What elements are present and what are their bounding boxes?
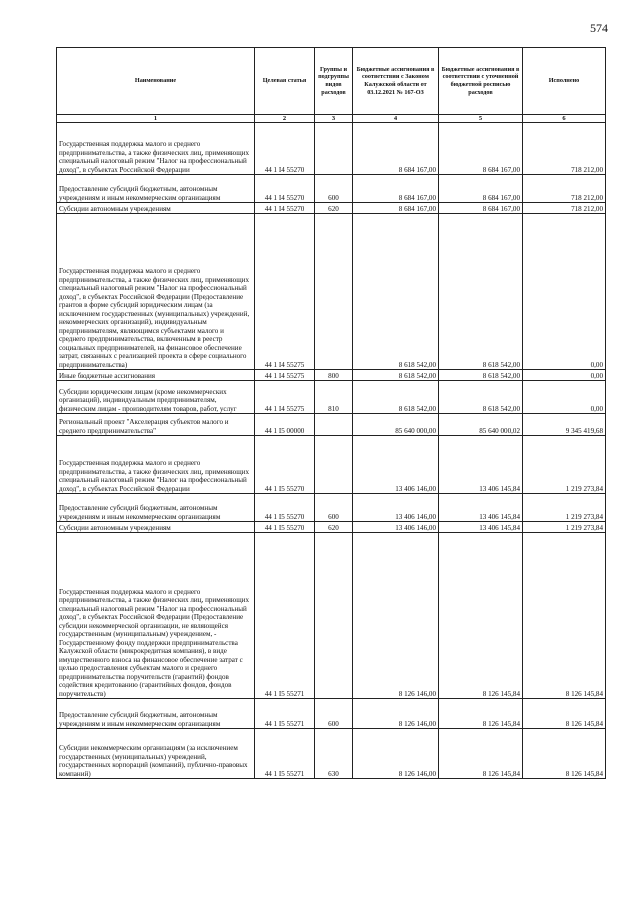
row-law-amount: 13 406 146,00 (353, 494, 439, 522)
header-executed: Исполнено (523, 48, 606, 115)
row-name: Субсидии автономным учреждениям (57, 522, 255, 533)
row-refined-amount: 8 126 145,84 (439, 699, 523, 729)
row-law-amount: 8 618 542,00 (353, 214, 439, 370)
row-code: 44 1 I5 55270 (255, 436, 315, 494)
column-number: 1 (57, 115, 255, 123)
row-code: 44 1 I4 55275 (255, 214, 315, 370)
row-group (315, 436, 353, 494)
row-group (315, 533, 353, 699)
row-law-amount: 8 618 542,00 (353, 370, 439, 381)
row-executed-amount: 1 219 273,84 (523, 436, 606, 494)
row-executed-amount: 8 126 145,84 (523, 729, 606, 779)
row-name: Субсидии некоммерческим организациям (за исключением государственных (муниципальных) учреждений, государственных корпораций (компаний), публично-правовых компаний) (57, 729, 255, 779)
row-name: Государственная поддержка малого и среднего предпринимательства, а также физических лиц, применяющих специальный налоговый режим "Налог на профессиональный доход", в субъектах Российской Федерации (57, 123, 255, 175)
row-code: 44 1 I4 55270 (255, 123, 315, 175)
header-code: Целевая статья (255, 48, 315, 115)
column-number: 2 (255, 115, 315, 123)
row-group: 630 (315, 729, 353, 779)
row-refined-amount: 8 684 167,00 (439, 203, 523, 214)
row-law-amount: 8 126 146,00 (353, 533, 439, 699)
table-row (57, 729, 606, 779)
row-code: 44 1 I4 55270 (255, 175, 315, 203)
header-name: Наименование (57, 48, 255, 115)
table-row (57, 175, 606, 203)
row-law-amount: 85 640 000,00 (353, 414, 439, 436)
row-group: 620 (315, 203, 353, 214)
row-executed-amount: 8 126 145,84 (523, 533, 606, 699)
row-executed-amount: 0,00 (523, 370, 606, 381)
table-row (57, 381, 606, 414)
column-number: 4 (353, 115, 439, 123)
table-row (57, 522, 606, 533)
row-executed-amount: 718 212,00 (523, 203, 606, 214)
header-law: Бюджетные ассигнования в соответствии с Законом Калужской области от 03.12.2021 № 167-ОЗ (353, 48, 439, 115)
table-row (57, 533, 606, 699)
row-law-amount: 8 618 542,00 (353, 381, 439, 414)
row-refined-amount: 8 618 542,00 (439, 370, 523, 381)
row-executed-amount: 0,00 (523, 381, 606, 414)
row-refined-amount: 8 618 542,00 (439, 214, 523, 370)
row-executed-amount: 718 212,00 (523, 175, 606, 203)
row-refined-amount: 8 126 145,84 (439, 533, 523, 699)
row-group: 600 (315, 175, 353, 203)
table-row (57, 203, 606, 214)
table-row (57, 699, 606, 729)
row-refined-amount: 13 406 145,84 (439, 522, 523, 533)
row-law-amount: 8 684 167,00 (353, 123, 439, 175)
table-row (57, 370, 606, 381)
row-code: 44 1 I4 55275 (255, 370, 315, 381)
row-code: 44 1 I5 00000 (255, 414, 315, 436)
row-refined-amount: 85 640 000,02 (439, 414, 523, 436)
row-name: Региональный проект "Акселерация субъектов малого и среднего предпринимательства" (57, 414, 255, 436)
row-executed-amount: 1 219 273,84 (523, 522, 606, 533)
table-row (57, 436, 606, 494)
row-group (315, 214, 353, 370)
row-name: Государственная поддержка малого и среднего предпринимательства, а также физических лиц, применяющих специальный налоговый режим "Налог на профессиональный доход", в субъектах Российской Федерации (Предоставление субсидии некоммерческой организации, не являющейся государственным (муниципальным) учреждением, - Государственному фонду поддержки предпринимательства Калужской области (микрокредитная компания), в виде имущественного взноса на финансовое обеспечение затрат с целью предоставления субъектам малого и среднего предпринимательства поручительств (гарантий) фондов содействия кредитованию (гарантийных фондов, фондов поручительств) (57, 533, 255, 699)
row-refined-amount: 8 618 542,00 (439, 381, 523, 414)
budget-table (56, 47, 606, 779)
row-group (315, 123, 353, 175)
row-code: 44 1 I5 55270 (255, 522, 315, 533)
row-group: 810 (315, 381, 353, 414)
row-executed-amount: 718 212,00 (523, 123, 606, 175)
column-number: 5 (439, 115, 523, 123)
row-law-amount: 8 684 167,00 (353, 175, 439, 203)
row-executed-amount: 9 345 419,68 (523, 414, 606, 436)
column-number-row (57, 115, 606, 123)
row-name: Иные бюджетные ассигнования (57, 370, 255, 381)
row-executed-amount: 1 219 273,84 (523, 494, 606, 522)
row-refined-amount: 13 406 145,84 (439, 436, 523, 494)
row-refined-amount: 8 684 167,00 (439, 123, 523, 175)
row-law-amount: 13 406 146,00 (353, 436, 439, 494)
row-name: Предоставление субсидий бюджетным, автономным учреждениям и иным некоммерческим организациям (57, 699, 255, 729)
row-law-amount: 8 126 146,00 (353, 729, 439, 779)
row-name: Субсидии автономным учреждениям (57, 203, 255, 214)
row-name: Государственная поддержка малого и среднего предпринимательства, а также физических лиц, применяющих специальный налоговый режим "Налог на профессиональный доход", в субъектах Российской Федерации (57, 436, 255, 494)
row-group: 600 (315, 699, 353, 729)
row-name: Предоставление субсидий бюджетным, автономным учреждениям и иным некоммерческим организациям (57, 494, 255, 522)
row-code: 44 1 I4 55275 (255, 381, 315, 414)
row-executed-amount: 0,00 (523, 214, 606, 370)
row-code: 44 1 I4 55270 (255, 203, 315, 214)
page-number: 574 (590, 21, 608, 35)
table-row (57, 494, 606, 522)
table-row (57, 214, 606, 370)
row-group: 620 (315, 522, 353, 533)
row-refined-amount: 13 406 145,84 (439, 494, 523, 522)
row-refined-amount: 8 126 145,84 (439, 729, 523, 779)
row-executed-amount: 8 126 145,84 (523, 699, 606, 729)
row-law-amount: 8 126 146,00 (353, 699, 439, 729)
header-row (57, 48, 606, 115)
header-group: Группы и подгруппы видов расходов (315, 48, 353, 115)
column-number: 6 (523, 115, 606, 123)
row-group (315, 414, 353, 436)
row-law-amount: 8 684 167,00 (353, 203, 439, 214)
row-group: 600 (315, 494, 353, 522)
row-name: Предоставление субсидий бюджетным, автономным учреждениям и иным некоммерческим организациям (57, 175, 255, 203)
row-code: 44 1 I5 55271 (255, 533, 315, 699)
table-row (57, 414, 606, 436)
row-group: 800 (315, 370, 353, 381)
header-refined: Бюджетные ассигнования в соответствии с уточненной бюджетной росписью расходов (439, 48, 523, 115)
row-name: Субсидии юридическим лицам (кроме некоммерческих организаций), индивидуальным предпринимателям, физическим лицам - производителям товаров, работ, услуг (57, 381, 255, 414)
table-row (57, 123, 606, 175)
row-refined-amount: 8 684 167,00 (439, 175, 523, 203)
row-name: Государственная поддержка малого и среднего предпринимательства, а также физических лиц, применяющих специальный налоговый режим "Налог на профессиональный доход", в субъектах Российской Федерации (Предоставление грантов в форме субсидий юридическим лицам (за исключением государственных (муниципальных) учреждений, некоммерческих организаций), индивидуальным предпринимателям, являющимся субъектами малого и среднего предпринимательства, включенным в реестр социальных предпринимателей, на финансовое обеспечение затрат, связанных с реализацией проекта в сфере социального предпринимательства) (57, 214, 255, 370)
row-law-amount: 13 406 146,00 (353, 522, 439, 533)
column-number: 3 (315, 115, 353, 123)
row-code: 44 1 I5 55271 (255, 699, 315, 729)
row-code: 44 1 I5 55271 (255, 729, 315, 779)
row-code: 44 1 I5 55270 (255, 494, 315, 522)
